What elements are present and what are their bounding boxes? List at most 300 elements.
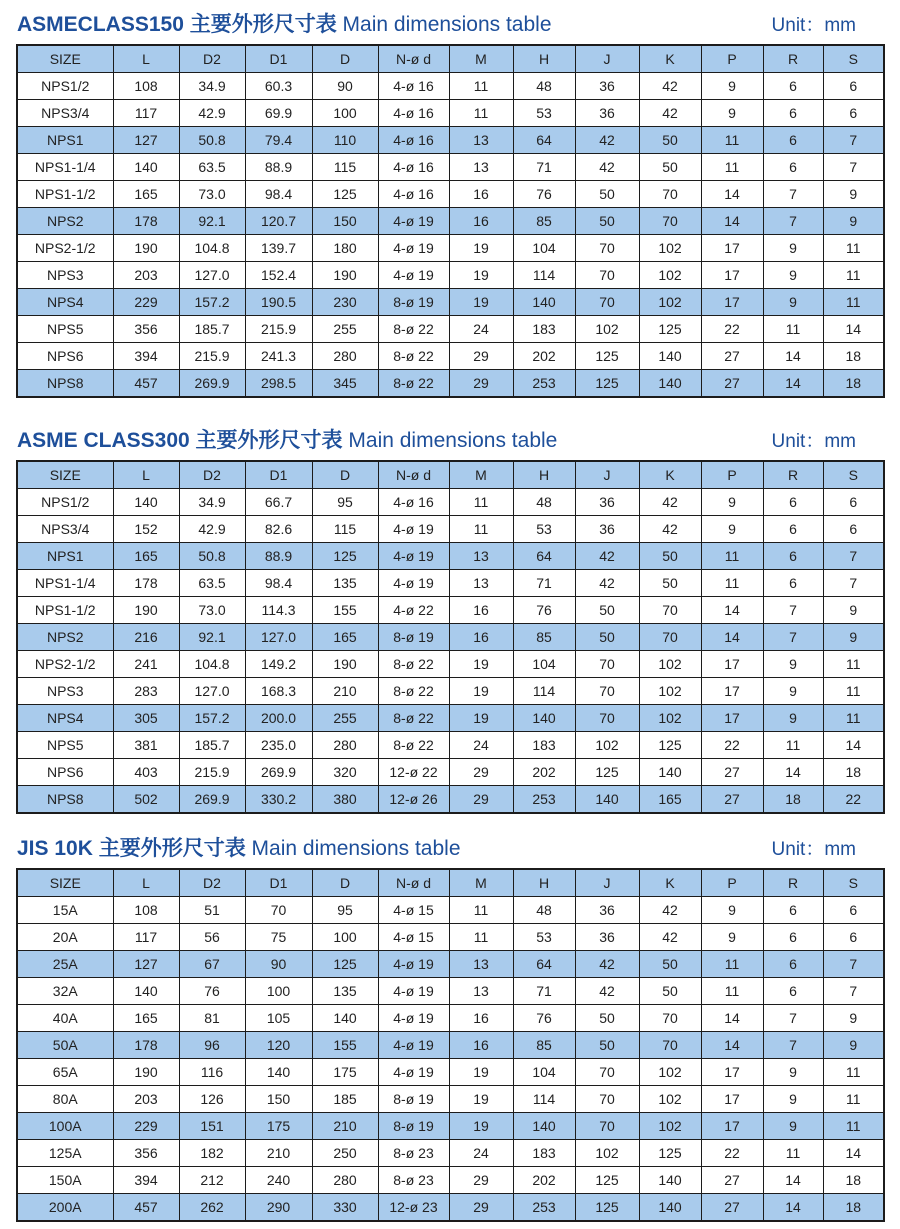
table-cell: 53 [513,924,575,951]
column-header: D2 [179,45,245,73]
column-header: S [823,869,884,897]
table-cell: 69.9 [245,100,312,127]
table-cell: 70 [639,181,701,208]
table-cell: NPS1 [17,543,113,570]
table-cell: 64 [513,951,575,978]
column-header: M [449,461,513,489]
table-cell: 14 [763,1167,823,1194]
table-cell: 85 [513,624,575,651]
table-cell: 16 [449,208,513,235]
column-header: D1 [245,461,312,489]
table-cell: 11 [823,1113,884,1140]
table-row [17,127,884,154]
table-cell: 190 [113,597,179,624]
table-cell: 64 [513,543,575,570]
table-row [17,516,884,543]
table-cell: 165 [113,1005,179,1032]
table-cell: 8-ø 22 [378,705,449,732]
table-cell: 14 [763,759,823,786]
table-cell: 15A [17,897,113,924]
table-cell: 14 [763,370,823,398]
table-cell: 102 [639,1059,701,1086]
table-cell: 151 [179,1113,245,1140]
table-cell: 4-ø 15 [378,897,449,924]
table-cell: 90 [312,73,378,100]
table-cell: 175 [312,1059,378,1086]
table-cell: 50 [639,127,701,154]
table-cell: 36 [575,489,639,516]
table-cell: 42 [575,543,639,570]
table-cell: 262 [179,1194,245,1222]
table-cell: 16 [449,597,513,624]
table-cell: 330.2 [245,786,312,814]
table-cell: 32A [17,978,113,1005]
column-header: D2 [179,869,245,897]
table-row [17,924,884,951]
table-cell: 255 [312,316,378,343]
table-cell: 127.0 [179,678,245,705]
table-cell: 115 [312,154,378,181]
table-cell: 13 [449,543,513,570]
table-cell: 6 [823,100,884,127]
table-cell: 95 [312,897,378,924]
unit-label: Unit：mm [771,839,856,860]
table-cell: 9 [763,235,823,262]
table-cell: 7 [763,1032,823,1059]
table-cell: 50 [575,597,639,624]
table-cell: 185 [312,1086,378,1113]
table-cell: 102 [639,262,701,289]
column-header: J [575,461,639,489]
table-cell: 17 [701,1086,763,1113]
table-cell: 210 [312,1113,378,1140]
table-cell: 17 [701,705,763,732]
table-cell: 190 [312,262,378,289]
table-cell: 80A [17,1086,113,1113]
table-row [17,597,884,624]
table-cell: 42 [639,897,701,924]
table-cell: 9 [823,624,884,651]
table-cell: 95 [312,489,378,516]
table-cell: 183 [513,1140,575,1167]
table-cell: 9 [823,597,884,624]
table-cell: 65A [17,1059,113,1086]
table-row [17,208,884,235]
table-cell: 202 [513,343,575,370]
table-cell: 9 [701,100,763,127]
table-cell: NPS3/4 [17,516,113,543]
table-cell: 50 [575,208,639,235]
table-row [17,732,884,759]
table-cell: 345 [312,370,378,398]
table-cell: 140 [513,289,575,316]
table-cell: 7 [823,127,884,154]
table-cell: 102 [639,289,701,316]
table-cell: 42.9 [179,516,245,543]
table-cell: 100A [17,1113,113,1140]
column-header: N-ø d [378,45,449,73]
table-cell: 125 [575,1167,639,1194]
unit-label: Unit：mm [771,431,856,452]
table-cell: 110 [312,127,378,154]
table-row [17,570,884,597]
table-cell: 70 [575,289,639,316]
table-cell: 19 [449,705,513,732]
table-cell: 71 [513,570,575,597]
table-cell: 14 [701,1032,763,1059]
table-cell: 11 [823,678,884,705]
table-cell: 202 [513,759,575,786]
table-cell: 85 [513,1032,575,1059]
table-cell: 9 [701,73,763,100]
table-cell: 63.5 [179,154,245,181]
table-cell: 50 [639,951,701,978]
table-cell: 42 [575,127,639,154]
header-row [17,461,884,489]
table-cell: 280 [312,343,378,370]
column-header: M [449,869,513,897]
table-cell: 155 [312,597,378,624]
table-cell: 27 [701,759,763,786]
table-cell: 125 [639,316,701,343]
column-header: L [113,461,179,489]
table-cell: 140 [639,370,701,398]
table-cell: 70 [245,897,312,924]
table-cell: 22 [701,1140,763,1167]
table-cell: 175 [245,1113,312,1140]
table-cell: 6 [823,489,884,516]
table-cell: 6 [763,897,823,924]
table-cell: 98.4 [245,570,312,597]
table-cell: 215.9 [179,343,245,370]
table-cell: 253 [513,1194,575,1222]
table-cell: 7 [763,181,823,208]
table-cell: 42 [575,570,639,597]
table-cell: NPS1/2 [17,73,113,100]
table-cell: 4-ø 22 [378,597,449,624]
table-cell: 18 [823,759,884,786]
table-cell: 42 [639,924,701,951]
table-cell: 19 [449,1086,513,1113]
table-cell: 200A [17,1194,113,1222]
table-cell: 115 [312,516,378,543]
table-cell: 13 [449,978,513,1005]
table-cell: 229 [113,1113,179,1140]
table-cell: 36 [575,73,639,100]
table-cell: 14 [701,181,763,208]
table-cell: 229 [113,289,179,316]
table-cell: 230 [312,289,378,316]
table-cell: 8-ø 19 [378,1086,449,1113]
table-cell: 18 [823,343,884,370]
table-cell: 150 [245,1086,312,1113]
table-cell: 14 [701,597,763,624]
table-cell: 9 [701,924,763,951]
table-cell: 108 [113,73,179,100]
table-cell: 29 [449,1167,513,1194]
table-cell: 125 [575,1194,639,1222]
table-cell: NPS2 [17,624,113,651]
table-cell: 394 [113,343,179,370]
table-cell: 8-ø 19 [378,289,449,316]
dimensions-table [16,460,885,814]
table-cell: 50 [575,1032,639,1059]
asme-class300-section [0,416,900,807]
table-cell: 11 [701,951,763,978]
column-header: S [823,45,884,73]
table-cell: 4-ø 19 [378,570,449,597]
table-cell: 70 [575,1113,639,1140]
table-cell: 9 [763,289,823,316]
table-cell: 190.5 [245,289,312,316]
table-cell: 42 [639,489,701,516]
table-cell: 9 [763,262,823,289]
table-cell: 140 [639,1194,701,1222]
table-cell: 79.4 [245,127,312,154]
table-cell: 215.9 [179,759,245,786]
table-cell: 210 [312,678,378,705]
table-cell: 36 [575,897,639,924]
table-cell: 149.2 [245,651,312,678]
table-cell: 9 [823,1032,884,1059]
table-cell: 11 [701,127,763,154]
table-cell: 14 [701,1005,763,1032]
table-cell: 210 [245,1140,312,1167]
table-cell: 100 [245,978,312,1005]
table-cell: 125 [575,370,639,398]
table-cell: 70 [639,1032,701,1059]
table-cell: 19 [449,1113,513,1140]
column-header: SIZE [17,45,113,73]
table-row [17,343,884,370]
table-cell: 98.4 [245,181,312,208]
table-row [17,489,884,516]
table-cell: 18 [823,1167,884,1194]
table-cell: 42.9 [179,100,245,127]
table-cell: 269.9 [179,370,245,398]
table-cell: 17 [701,235,763,262]
table-cell: 241 [113,651,179,678]
table-cell: 269.9 [179,786,245,814]
table-row [17,289,884,316]
column-header: N-ø d [378,869,449,897]
column-header: D1 [245,869,312,897]
column-header: D2 [179,461,245,489]
table-cell: 168.3 [245,678,312,705]
table-cell: 17 [701,1059,763,1086]
table-cell: 152 [113,516,179,543]
column-header: N-ø d [378,461,449,489]
table-cell: 394 [113,1167,179,1194]
table-cell: NPS1-1/4 [17,154,113,181]
table-cell: 6 [763,154,823,181]
table-cell: 125A [17,1140,113,1167]
header-row [17,869,884,897]
table-cell: 253 [513,370,575,398]
table-cell: 12-ø 26 [378,786,449,814]
table-cell: 8-ø 22 [378,732,449,759]
table-row [17,624,884,651]
table-row [17,1194,884,1222]
table-cell: 125 [575,759,639,786]
table-row [17,1167,884,1194]
table-row [17,316,884,343]
table-cell: 24 [449,316,513,343]
column-header: S [823,461,884,489]
table-cell: 29 [449,343,513,370]
table-cell: 4-ø 15 [378,924,449,951]
table-cell: 102 [639,1113,701,1140]
table-cell: 165 [113,181,179,208]
table-cell: 50 [639,978,701,1005]
table-cell: 102 [575,316,639,343]
table-cell: 6 [763,570,823,597]
table-cell: 17 [701,262,763,289]
table-cell: NPS3 [17,262,113,289]
table-cell: 125 [312,181,378,208]
table-row [17,1140,884,1167]
table-cell: 11 [449,516,513,543]
table-cell: 140 [245,1059,312,1086]
column-header: R [763,461,823,489]
table-cell: 185.7 [179,732,245,759]
table-cell: NPS5 [17,732,113,759]
column-header: D [312,45,378,73]
table-cell: 9 [823,1005,884,1032]
table-cell: 215.9 [245,316,312,343]
table-cell: 9 [763,651,823,678]
table-cell: 4-ø 19 [378,208,449,235]
table-cell: 6 [763,489,823,516]
table-cell: NPS2 [17,208,113,235]
table-cell: 135 [312,978,378,1005]
table-cell: 8-ø 22 [378,343,449,370]
table-cell: 4-ø 19 [378,543,449,570]
table-cell: 76 [513,181,575,208]
table-cell: 14 [823,732,884,759]
table-cell: 16 [449,1005,513,1032]
table-cell: 9 [701,516,763,543]
table-cell: 50 [575,1005,639,1032]
table-cell: 135 [312,570,378,597]
table-cell: 180 [312,235,378,262]
table-cell: 70 [575,651,639,678]
table-cell: 19 [449,262,513,289]
table-row [17,181,884,208]
table-cell: 40A [17,1005,113,1032]
table-cell: 6 [763,127,823,154]
table-cell: 250 [312,1140,378,1167]
table-cell: 104 [513,235,575,262]
table-cell: 18 [823,1194,884,1222]
table-cell: 255 [312,705,378,732]
table-cell: 4-ø 19 [378,1032,449,1059]
column-header: R [763,45,823,73]
table-cell: 102 [639,705,701,732]
table-cell: 8-ø 22 [378,678,449,705]
table-cell: 70 [575,235,639,262]
table-cell: 157.2 [179,705,245,732]
table-cell: 102 [639,235,701,262]
table-cell: 4-ø 19 [378,978,449,1005]
table-cell: 11 [701,543,763,570]
table-cell: 4-ø 16 [378,100,449,127]
table-cell: 140 [113,978,179,1005]
table-cell: 403 [113,759,179,786]
table-cell: 18 [823,370,884,398]
table-cell: 140 [113,489,179,516]
table-cell: 102 [639,651,701,678]
table-cell: 29 [449,759,513,786]
column-header: M [449,45,513,73]
table-cell: 9 [823,181,884,208]
table-cell: 125 [312,543,378,570]
column-header: K [639,45,701,73]
table-cell: 11 [823,651,884,678]
column-header: P [701,461,763,489]
table-row [17,1032,884,1059]
table-cell: 14 [823,316,884,343]
table-row [17,1059,884,1086]
table-cell: 4-ø 19 [378,1005,449,1032]
table-cell: 6 [763,100,823,127]
table-cell: NPS6 [17,343,113,370]
table-cell: 53 [513,100,575,127]
table-cell: 150A [17,1167,113,1194]
table-cell: 70 [639,1005,701,1032]
table-cell: 11 [449,100,513,127]
table-cell: 81 [179,1005,245,1032]
table-row [17,678,884,705]
table-cell: 280 [312,1167,378,1194]
table-cell: 4-ø 19 [378,516,449,543]
table-cell: 190 [113,1059,179,1086]
table-cell: 8-ø 23 [378,1167,449,1194]
table-cell: 14 [823,1140,884,1167]
table-cell: 6 [763,951,823,978]
table-cell: NPS5 [17,316,113,343]
table-cell: 117 [113,924,179,951]
dimensions-table [16,868,885,1222]
table-row [17,73,884,100]
table-cell: 14 [701,208,763,235]
table-cell: 104 [513,651,575,678]
table-cell: 125 [575,343,639,370]
table-cell: 42 [575,978,639,1005]
table-cell: 202 [513,1167,575,1194]
table-cell: 253 [513,786,575,814]
column-header: J [575,869,639,897]
table-cell: 102 [639,678,701,705]
table-cell: 7 [763,208,823,235]
table-cell: 73.0 [179,597,245,624]
table-cell: 6 [823,924,884,951]
table-cell: 125 [639,732,701,759]
section-title: ASME CLASS300 主要外形尺寸表 Main dimensions table [17,429,558,452]
table-cell: 7 [823,570,884,597]
table-cell: 50 [639,154,701,181]
table-cell: 108 [113,897,179,924]
table-cell: NPS1/2 [17,489,113,516]
table-cell: 104.8 [179,235,245,262]
table-cell: 235.0 [245,732,312,759]
table-cell: 85 [513,208,575,235]
table-cell: 50 [575,624,639,651]
table-cell: 42 [575,154,639,181]
table-cell: 150 [312,208,378,235]
table-cell: 16 [449,624,513,651]
table-cell: 70 [575,262,639,289]
